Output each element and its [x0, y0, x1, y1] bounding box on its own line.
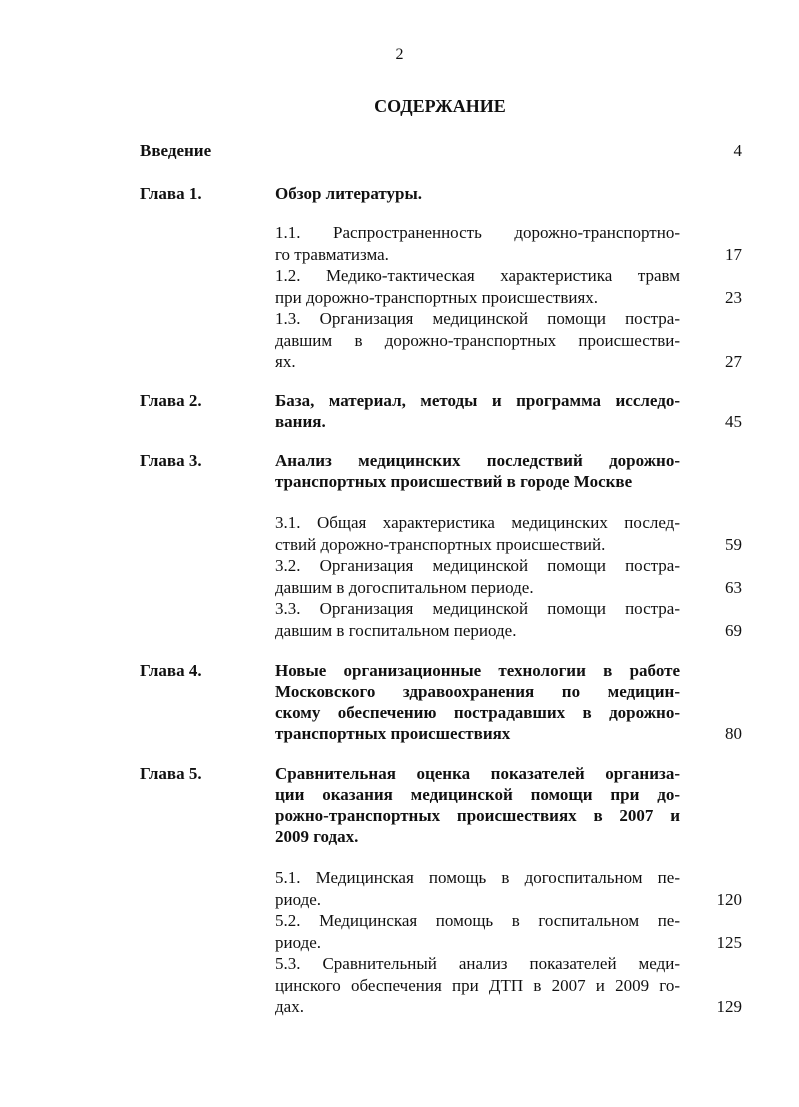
- toc-entry-line: 1.3. Организация медицинской помощи постра-: [275, 309, 680, 328]
- toc-entry-1-2: [275, 265, 680, 308]
- toc-entry-line: дах.: [275, 997, 304, 1016]
- intro-page: 4: [733, 141, 742, 160]
- toc-entry-3-1-page: 59: [725, 535, 742, 554]
- toc-entry-line: 1.1. Распространенность дорожно-транспортно-: [275, 223, 680, 242]
- chapter-heading-line: Новые организационные технологии в работе: [275, 661, 680, 680]
- toc-entry-1-2-page: 23: [725, 288, 742, 307]
- toc-entry-line: риоде.: [275, 889, 322, 909]
- chapter-heading-line: скому обеспечению пострадавших в дорожно-: [275, 703, 680, 722]
- toc-entry-line: 5.2. Медицинская помощь в госпитальном пе-: [275, 911, 680, 930]
- chapter-2-label: Глава 2.: [140, 391, 202, 410]
- toc-entry-line: 5.3. Сравнительный анализ показателей меди-: [275, 954, 680, 973]
- toc-entry-line: 3.2. Организация медицинской помощи постра-: [275, 556, 680, 575]
- toc-entry-3-2: [275, 555, 680, 598]
- toc-entry-line: го травматизма.: [275, 244, 389, 264]
- toc-entry-5-3-page: 129: [716, 997, 742, 1016]
- intro-label: Введение: [140, 141, 212, 160]
- toc-entry-1-1: [275, 222, 680, 265]
- toc-entry-5-2: [275, 910, 680, 953]
- toc-entry-line: 3.3. Организация медицинской помощи постра-: [275, 599, 680, 618]
- toc-entry-line: 3.1. Общая характеристика медицинских послед-: [275, 513, 680, 532]
- chapter-heading-line: транспортных происшествий в городе Москве: [275, 472, 633, 491]
- toc-entry-5-3: [275, 953, 680, 1018]
- chapter-heading-line: рожно-транспортных происшествиях в 2007 и: [275, 806, 680, 825]
- toc-entry-3-3: [275, 598, 680, 641]
- toc-entry-5-1-page: 120: [716, 890, 742, 909]
- toc-entry-line: цинского обеспечения при ДТП в 2007 и 2009 го-: [275, 975, 680, 995]
- chapter-1-label: Глава 1.: [140, 184, 202, 203]
- chapter-heading-line: Обзор литературы.: [275, 184, 423, 203]
- chapter-2-page: 45: [725, 412, 742, 431]
- toc-entry-line: при дорожно-транспортных происшествиях.: [275, 287, 599, 307]
- toc-entry-5-2-page: 125: [716, 933, 742, 952]
- chapter-3-label: Глава 3.: [140, 451, 202, 470]
- toc-title: СОДЕРЖАНИЕ: [374, 96, 506, 116]
- toc-entry-1-3: [275, 308, 680, 373]
- chapter-4-heading: [275, 660, 680, 744]
- chapter-4-page: 80: [725, 724, 742, 743]
- toc-entry-1-3-page: 27: [725, 352, 742, 371]
- chapter-heading-line: База, материал, методы и программа исследо-: [275, 391, 680, 410]
- toc-entry-line: давшим в дорожно-транспортных происшестви-: [275, 330, 680, 350]
- toc-entry-3-2-page: 63: [725, 578, 742, 597]
- toc-entry-line: 5.1. Медицинская помощь в догоспитальном пе-: [275, 868, 680, 887]
- chapter-heading-line: Московского здравоохранения по медицин-: [275, 682, 680, 701]
- toc-entry-line: ствий дорожно-транспортных происшествий.: [275, 534, 606, 554]
- toc-entry-1-1-page: 17: [725, 245, 742, 264]
- toc-entry-line: давшим в госпитальном периоде.: [275, 620, 517, 640]
- toc-entry-line: ях.: [275, 352, 296, 371]
- toc-entry-3-1: [275, 512, 680, 555]
- chapter-5-heading: [275, 763, 680, 847]
- chapter-heading-line: Анализ медицинских последствий дорожно-: [275, 451, 680, 470]
- chapter-3-heading: [275, 450, 680, 492]
- toc-entry-line: давшим в догоспитальном периоде.: [275, 577, 534, 597]
- chapter-4-label: Глава 4.: [140, 661, 202, 680]
- chapter-heading-line: ции оказания медицинской помощи при до-: [275, 785, 680, 804]
- chapter-heading-line: Сравнительная оценка показателей организа-: [275, 764, 680, 783]
- chapter-2-heading: [275, 390, 680, 432]
- page-number: 2: [395, 46, 404, 63]
- toc-entry-line: риоде.: [275, 932, 322, 952]
- chapter-1-heading: [275, 183, 680, 204]
- chapter-heading-line: транспортных происшествиях: [275, 724, 511, 743]
- chapter-heading-line: 2009 годах.: [275, 827, 359, 846]
- toc-entry-5-1: [275, 867, 680, 910]
- chapter-5-label: Глава 5.: [140, 764, 202, 783]
- toc-entry-3-3-page: 69: [725, 621, 742, 640]
- toc-entry-line: 1.2. Медико-тактическая характеристика травм: [275, 266, 680, 285]
- chapter-heading-line: вания.: [275, 412, 326, 431]
